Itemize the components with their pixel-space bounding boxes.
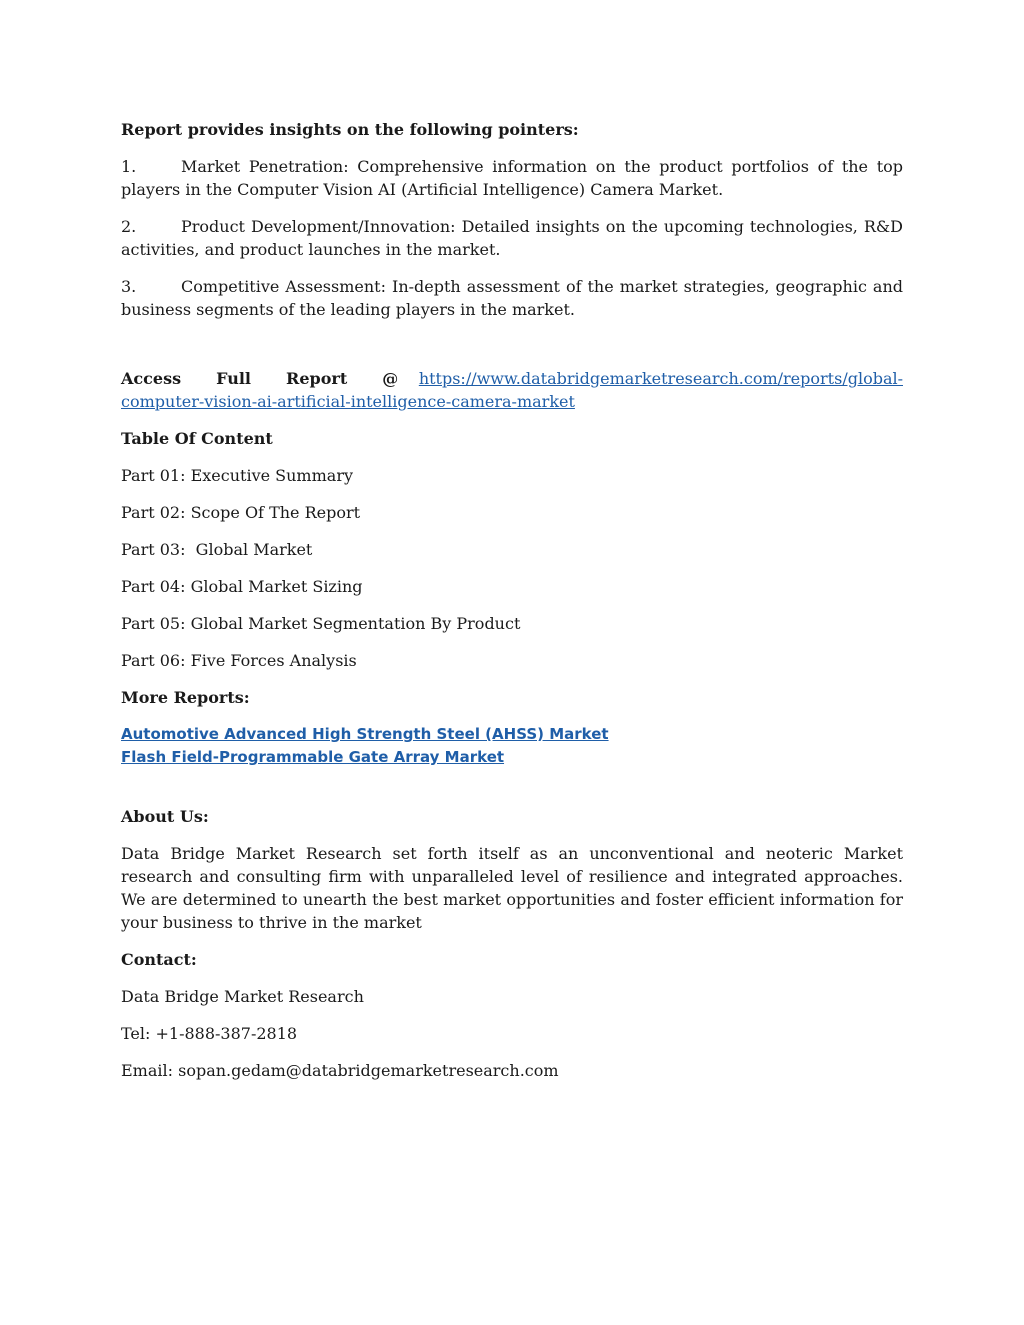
more-reports-links — [121, 723, 903, 769]
insight-item-2: 2. Product Development/Innovation: Detailed insights on the upcoming technologies, R&D activities, and product launches in the market. — [121, 217, 903, 259]
toc-item: Part 02: Scope Of The Report — [121, 503, 361, 522]
insights-heading: Report provides insights on the following pointers: — [121, 120, 579, 139]
document-page — [121, 118, 903, 1096]
toc-item: Part 06: Five Forces Analysis — [121, 651, 357, 670]
insight-item-3: 3. Competitive Assessment: In-depth assessment of the market strategies, geographic and business segments of the leading players in the market. — [121, 277, 903, 319]
more-report-link-fpga[interactable]: Flash Field-Programmable Gate Array Market — [121, 748, 505, 766]
contact-heading: Contact: — [121, 950, 197, 969]
toc-item: Part 05: Global Market Segmentation By Product — [121, 614, 521, 633]
report-link[interactable]: https://www.databridgemarketresearch.com/reports/global-computer-vision-ai-artificial-intelligence-camera-market — [121, 369, 903, 411]
insight-item-1: 1. Market Penetration: Comprehensive information on the product portfolios of the top players in the Computer Vision AI (Artificial Intelligence) Camera Market. — [121, 157, 903, 199]
toc-item: Part 01: Executive Summary — [121, 466, 353, 485]
contact-tel: Tel: +1-888-387-2818 — [121, 1024, 298, 1043]
toc-item: Part 03: Global Market — [121, 540, 313, 559]
about-text: Data Bridge Market Research set forth itself as an unconventional and neoteric Market research and consulting firm with unparalleled level of resilience and integrated approaches. We are determined to unearth the best market opportunities and foster efficient information for your business to thrive in the market — [121, 844, 903, 932]
toc-heading: Table Of Content — [121, 429, 273, 448]
contact-company: Data Bridge Market Research — [121, 987, 364, 1006]
toc-item: Part 04: Global Market Sizing — [121, 577, 363, 596]
contact-email: Email: sopan.gedam@databridgemarketresearch.com — [121, 1061, 559, 1080]
more-reports-heading: More Reports: — [121, 688, 250, 707]
access-label: Access Full Report @ — [121, 369, 399, 388]
about-heading: About Us: — [121, 807, 209, 826]
access-full-report — [121, 367, 903, 413]
more-report-link-ahss[interactable]: Automotive Advanced High Strength Steel (AHSS) Market — [121, 725, 609, 743]
